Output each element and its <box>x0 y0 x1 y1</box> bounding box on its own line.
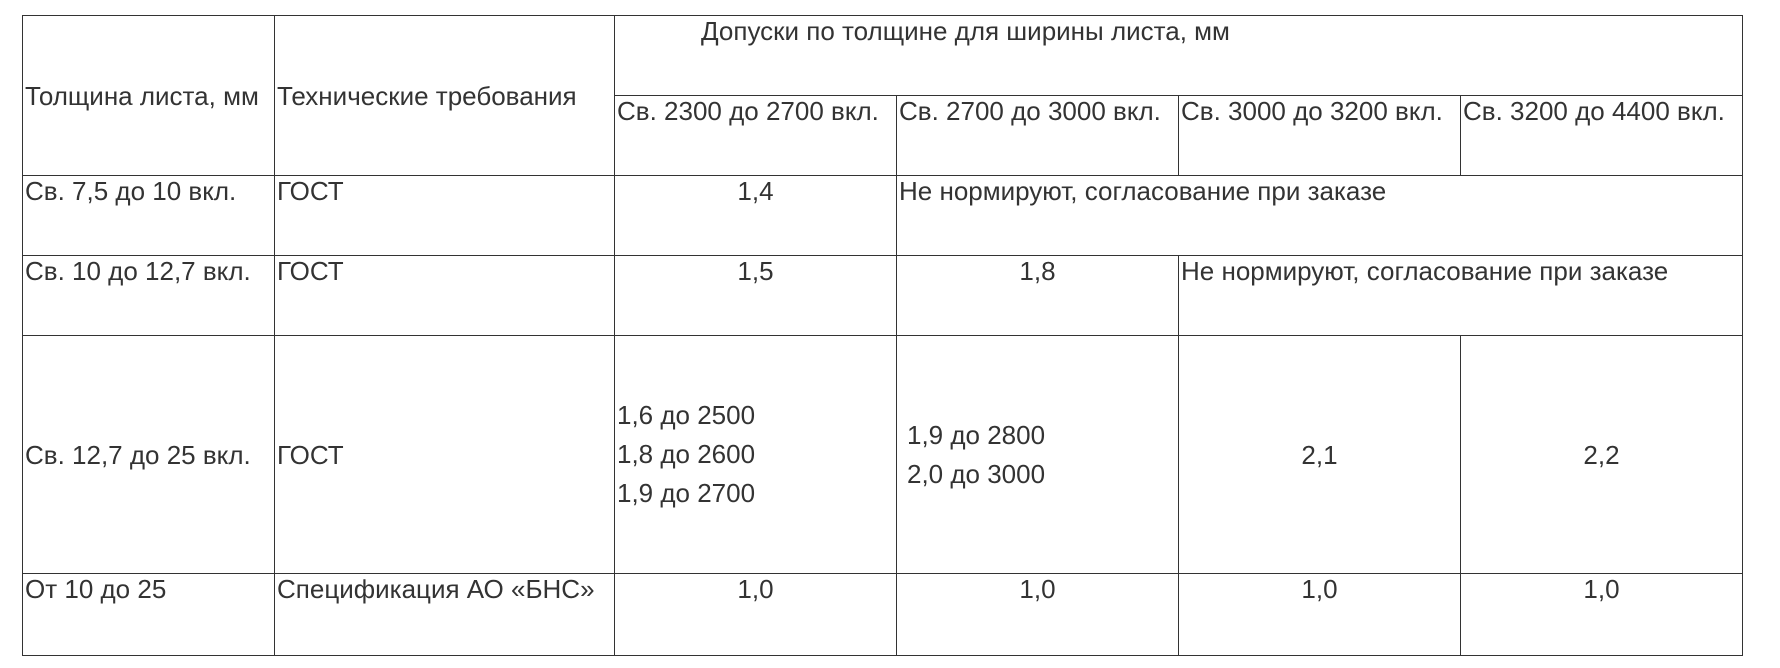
row-tolerance-w2: 1,8 <box>897 256 1179 336</box>
row-requirement: ГОСТ <box>275 256 615 336</box>
row-tolerance-w3: 2,1 <box>1179 336 1461 574</box>
row-not-normalized: Не нормируют, согласование при заказе <box>1179 256 1743 336</box>
row-not-normalized: Не нормируют, согласование при заказе <box>897 176 1743 256</box>
row-requirement: ГОСТ <box>275 336 615 574</box>
tolerance-line: 1,9 до 2700 <box>617 478 756 508</box>
table-row <box>23 574 1743 656</box>
tolerance-line: 1,9 до 2800 <box>907 419 1046 450</box>
row-tolerance-w1: 1,4 <box>615 176 897 256</box>
header-width-3: Св. 3000 до 3200 вкл. <box>1179 96 1461 176</box>
tolerance-line: 1,6 до 2500 <box>617 400 756 430</box>
header-width-1: Св. 2300 до 2700 вкл. <box>615 96 897 176</box>
row-thickness: Св. 12,7 до 25 вкл. <box>23 336 275 574</box>
row-thickness: Св. 7,5 до 10 вкл. <box>23 176 275 256</box>
header-row <box>23 16 1743 96</box>
header-thickness: Толщина листа, мм <box>23 16 275 176</box>
header-width-2: Св. 2700 до 3000 вкл. <box>897 96 1179 176</box>
row-thickness: Св. 10 до 12,7 вкл. <box>23 256 275 336</box>
row-tolerance-w1: 1,0 <box>615 574 897 656</box>
row-requirement: Спецификация АО «БНС» <box>275 574 615 656</box>
row-tolerance-w4: 1,0 <box>1461 574 1743 656</box>
header-tolerances: Допуски по толщине для ширины листа, мм <box>615 16 1743 96</box>
table-row <box>23 176 1743 256</box>
row-tolerance-w4: 2,2 <box>1461 336 1743 574</box>
header-requirements: Технические требования <box>275 16 615 176</box>
row-tolerance-w3: 1,0 <box>1179 574 1461 656</box>
table-row <box>23 256 1743 336</box>
row-tolerance-w1 <box>615 336 897 574</box>
row-requirement: ГОСТ <box>275 176 615 256</box>
row-thickness: От 10 до 25 <box>23 574 275 656</box>
header-width-4: Св. 3200 до 4400 вкл. <box>1461 96 1743 176</box>
tolerance-table <box>22 15 1743 656</box>
tolerance-line: 1,8 до 2600 <box>617 439 756 469</box>
table-row <box>23 336 1743 574</box>
tolerance-line: 2,0 до 3000 <box>907 458 1046 489</box>
row-tolerance-w2: 1,0 <box>897 574 1179 656</box>
row-tolerance-w1: 1,5 <box>615 256 897 336</box>
row-tolerance-w2 <box>897 336 1179 574</box>
